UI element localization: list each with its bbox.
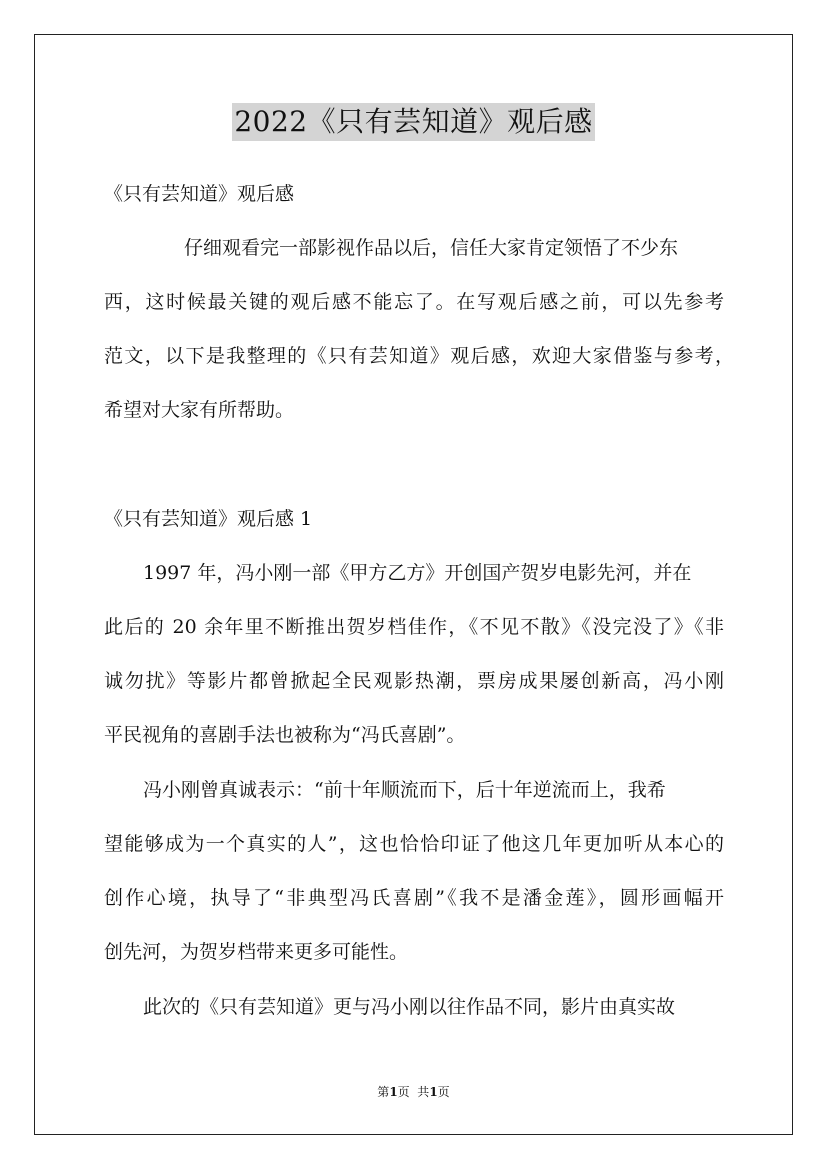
footer-mid: 页 共 (397, 1085, 430, 1099)
body-line: 创作心境，执导了“非典型冯氏喜剧”《我不是潘金莲》，圆形画幅开 (104, 887, 724, 909)
page-footer (0, 1082, 827, 1102)
footer-suffix: 页 (437, 1085, 450, 1099)
document-title: 2022《只有芸知道》观后感 (232, 103, 594, 141)
body-line: 此次的《只有芸知道》更与冯小刚以往作品不同，影片由真实故 (143, 996, 676, 1018)
intro-line: 希望对大家有所帮助。 (104, 399, 295, 421)
footer-page-number: 1 (389, 1085, 398, 1099)
intro-line: 范文，以下是我整理的《只有芸知道》观后感，欢迎大家借鉴与参考， (104, 345, 734, 367)
body-line: 1997 年，冯小刚一部《甲方乙方》开创国产贺岁电影先河，并在 (143, 562, 692, 584)
intro-line: 仔细观看完一部影视作品以后，信任大家肯定领悟了不少东 (184, 237, 679, 259)
title-container (0, 103, 827, 141)
body-line: 望能够成为一个真实的人”，这也恰恰印证了他这几年更加听从本心的 (104, 833, 724, 855)
body-line: 创先河，为贺岁档带来更多可能性。 (104, 941, 409, 963)
body-line: 冯小刚曾真诚表示：“前十年顺流而下，后十年逆流而上，我希 (143, 779, 666, 801)
section-heading: 《只有芸知道》观后感 1 (104, 508, 313, 530)
footer-page-total: 1 (429, 1085, 438, 1099)
document-subtitle: 《只有芸知道》观后感 (104, 183, 295, 205)
body-line: 此后的 20 余年里不断推出贺岁档佳作，《不见不散》《没完没了》《非 (104, 616, 724, 638)
body-line: 平民视角的喜剧手法也被称为“冯氏喜剧”。 (104, 724, 466, 746)
body-line: 诚勿扰》等影片都曾掀起全民观影热潮，票房成果屡创新高，冯小刚 (104, 670, 724, 692)
intro-line: 西，这时候最关键的观后感不能忘了。在写观后感之前，可以先参考 (104, 291, 724, 313)
footer-prefix: 第 (377, 1085, 390, 1099)
